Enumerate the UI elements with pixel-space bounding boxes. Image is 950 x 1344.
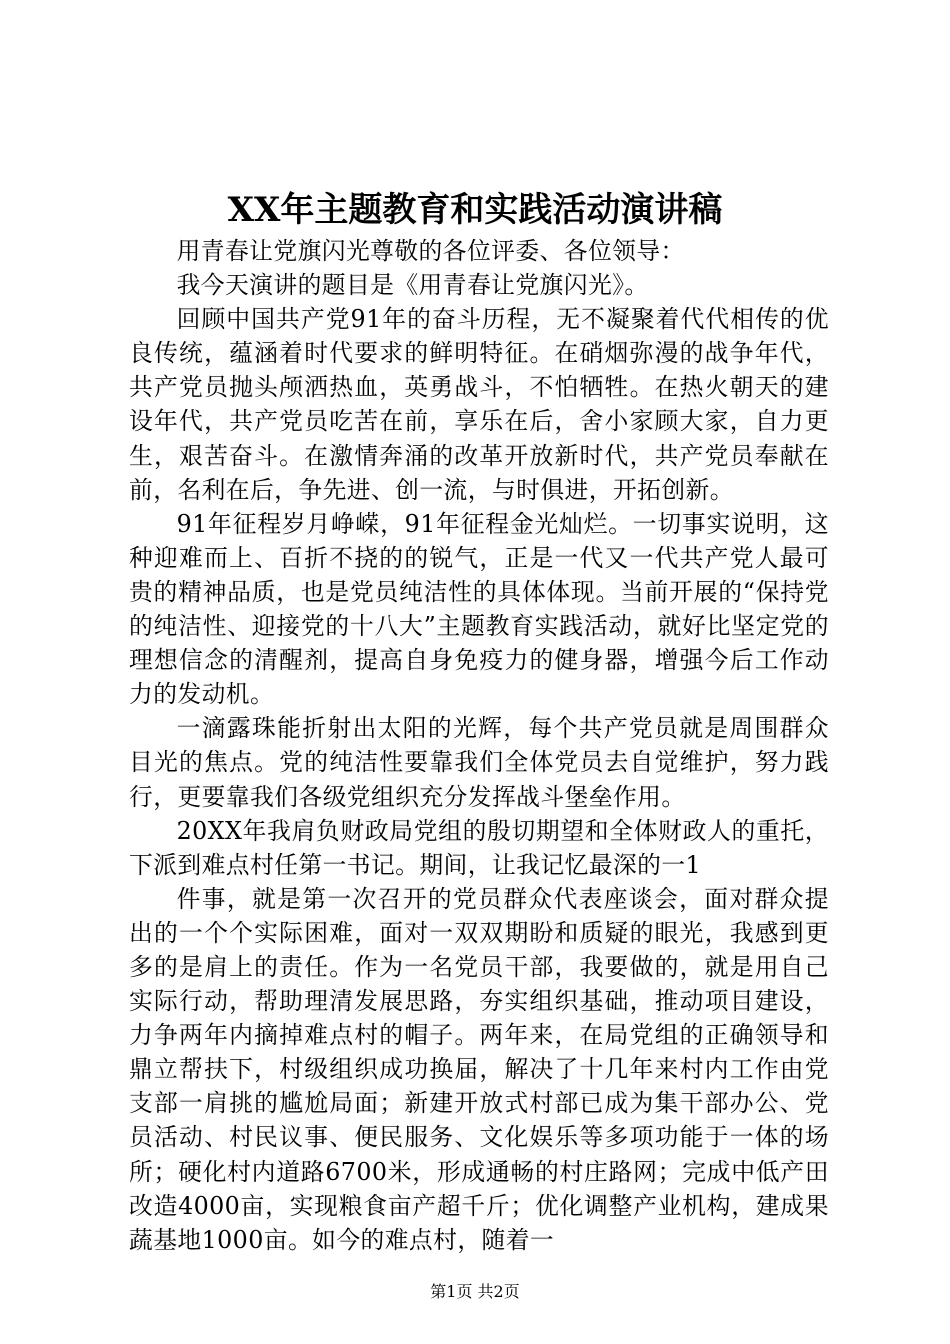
paragraph: 我今天演讲的题目是《用青春让党旗闪光》。 [176,271,649,300]
paragraph: 20XX年我肩负财政局党组的殷切期望和全体财政人的重托，下派到难点村任第一书记。期间，让我记忆最深的一1 [129,816,829,879]
document-title: XX年主题教育和实践活动演讲稿 [227,190,723,230]
paragraph: 件事，就是第一次召开的党员群众代表座谈会，面对群众提出的一个个实际困难，面对一双双期盼和质疑的眼光，我感到更多的是肩上的责任。作为一名党员干部，我要做的，就是用自己实际行动，帮助理清发展思路，夯实组织基础，推动项目建设，力争两年内摘掉难点村的帽子。两年来，在局党组的正确领导和鼎立帮扶下，村级组织成功换届，解决了十几年来村内工作由党支部一肩挑的尴尬局面；新建开放式村部已成为集干部办公、党员活动、村民议事、便民服务、文化娱乐等多项功能于一体的场所；硬化村内道路6700米，形成通畅的村庄路网；完成中低产田改造4000亩，实现粮食亩产超千斤；优化调整产业机构，建成果蔬基地1000亩。如今的难点村，随着一 [129,884,829,1254]
paragraph: 一滴露珠能折射出太阳的光辉，每个共产党员就是周围群众目光的焦点。党的纯洁性要靠我们全体党员去自觉维护，努力践行，更要靠我们各级党组织充分发挥战斗堡垒作用。 [129,714,829,811]
paragraph: 91年征程岁月峥嵘，91年征程金光灿烂。一切事实说明，这种迎难而上、百折不挠的的锐气，正是一代又一代共产党人最可贵的精神品质，也是党员纯洁性的具体体现。当前开展的“保持党的纯洁性、迎接党的十八大”主题教育实践活动，就好比坚定党的理想信念的清醒剂，提高自身免疫力的健身器，增强今后工作动力的发动机。 [129,509,829,709]
paragraph: 用青春让党旗闪光尊敬的各位评委、各位领导： [176,237,685,265]
document-body [129,234,829,1257]
paragraph: 回顾中国共产党91年的奋斗历程，无不凝聚着代代相传的优良传统，蕴涵着时代要求的鲜明特征。在硝烟弥漫的战争年代，共产党员抛头颅洒热血，英勇战斗，不怕牺牲。在热火朝天的建设年代，共产党员吃苦在前，享乐在后，舍小家顾大家，自力更生，艰苦奋斗。在激情奔涌的改革开放新时代，共产党员奉献在前，名利在后，争先进、创一流，与时俱进，开拓创新。 [129,305,829,504]
page-number-footer: 第1页 共2页 [430,1282,520,1301]
